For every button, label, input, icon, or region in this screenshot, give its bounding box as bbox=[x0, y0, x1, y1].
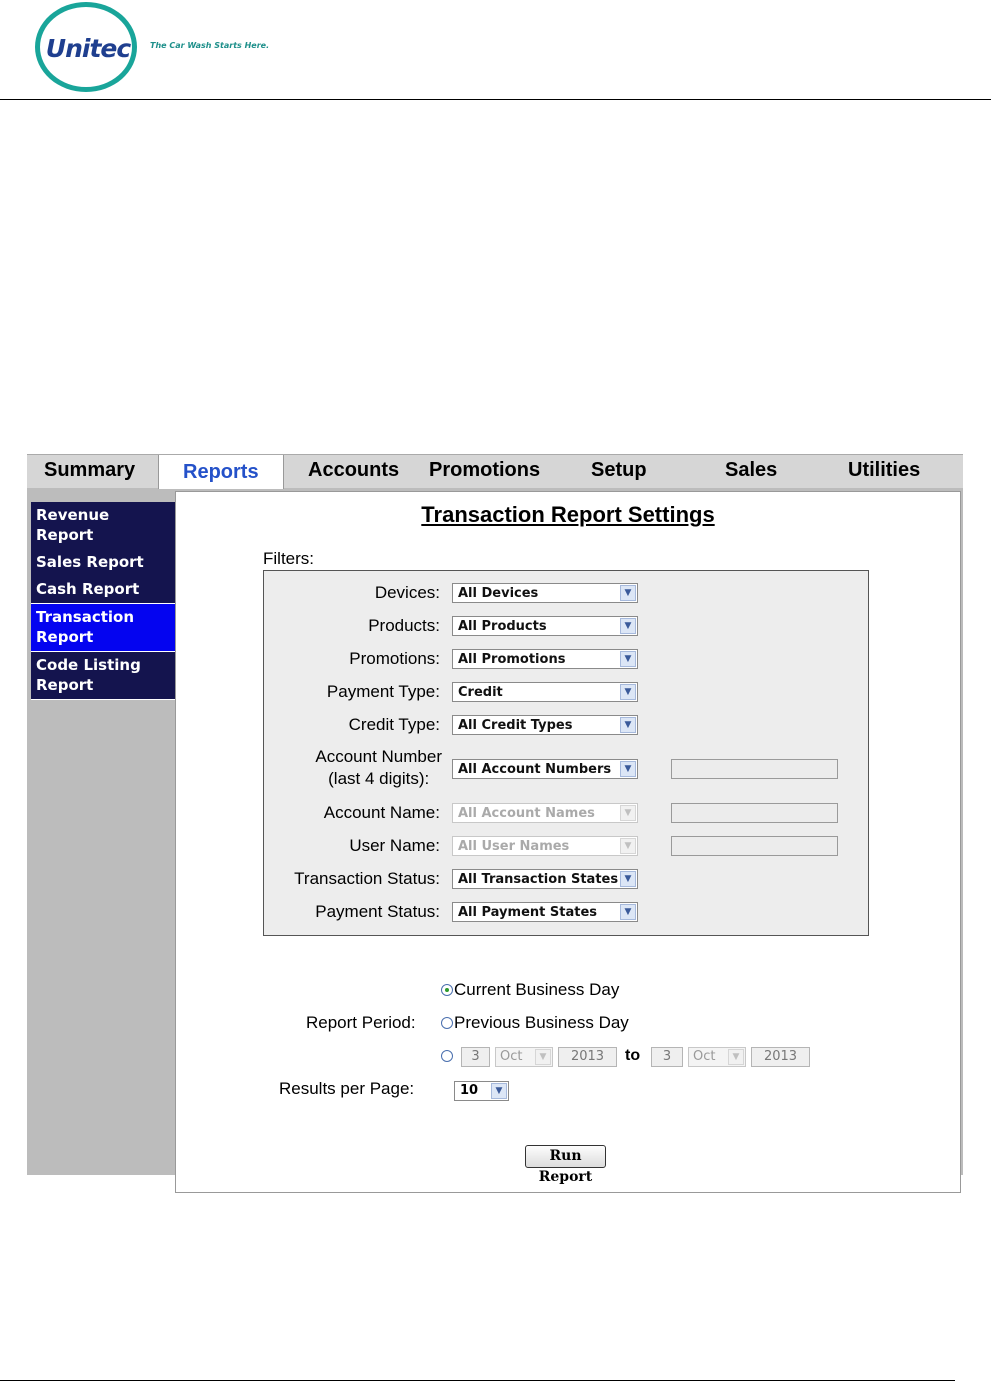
chevron-down-icon: ▼ bbox=[620, 684, 636, 700]
payment-type-label: Payment Type: bbox=[326, 682, 440, 701]
devices-value: All Devices bbox=[458, 586, 539, 601]
from-year-input[interactable]: 2013 bbox=[558, 1047, 617, 1067]
to-month-select[interactable] bbox=[688, 1047, 746, 1067]
chevron-down-icon: ▼ bbox=[620, 838, 636, 854]
chevron-down-icon: ▼ bbox=[491, 1083, 507, 1099]
account-number-label-line1: Account Number bbox=[315, 747, 442, 766]
account-number-label bbox=[315, 746, 442, 790]
chevron-down-icon: ▼ bbox=[620, 585, 636, 601]
radio-date-range[interactable] bbox=[441, 1050, 453, 1062]
footer-rule bbox=[0, 1380, 955, 1381]
user-name-value: All User Names bbox=[458, 839, 570, 854]
credit-type-value: All Credit Types bbox=[458, 718, 573, 733]
promotions-select[interactable] bbox=[452, 649, 638, 669]
run-report-button[interactable]: Run Report bbox=[525, 1145, 606, 1168]
promotions-label: Promotions: bbox=[349, 649, 440, 668]
tagline: The Car Wash Starts Here. bbox=[150, 41, 270, 50]
from-day-input[interactable]: 3 bbox=[461, 1047, 490, 1067]
chevron-down-icon: ▼ bbox=[728, 1049, 744, 1065]
unitec-logo bbox=[35, 2, 137, 92]
page-title: Transaction Report Settings bbox=[421, 502, 715, 527]
tab-summary[interactable]: Summary bbox=[44, 459, 136, 481]
chevron-down-icon: ▼ bbox=[620, 871, 636, 887]
payment-status-label: Payment Status: bbox=[315, 902, 440, 921]
promotions-value: All Promotions bbox=[458, 652, 566, 667]
sidebar-item-cash-report[interactable]: Cash Report bbox=[31, 576, 175, 603]
filter-row-credit-type bbox=[264, 714, 868, 738]
filter-row-payment-type bbox=[264, 681, 868, 705]
user-name-select[interactable] bbox=[452, 836, 638, 856]
products-label: Products: bbox=[368, 616, 440, 635]
logo-text: Unitec bbox=[45, 34, 131, 63]
filter-row-account-number bbox=[264, 747, 868, 788]
tab-sales[interactable]: Sales bbox=[725, 459, 778, 481]
user-name-label: User Name: bbox=[349, 836, 440, 855]
payment-status-select[interactable] bbox=[452, 902, 638, 922]
account-number-value: All Account Numbers bbox=[458, 762, 612, 777]
filter-row-devices bbox=[264, 582, 868, 606]
tab-setup[interactable]: Setup bbox=[591, 459, 647, 481]
sidebar-item-transaction-report[interactable]: Transaction Report bbox=[31, 603, 175, 652]
filters-box bbox=[263, 570, 869, 936]
account-number-label-line2: (last 4 digits): bbox=[328, 769, 430, 788]
filter-row-promotions bbox=[264, 648, 868, 672]
filters-label: Filters: bbox=[263, 549, 314, 568]
filter-row-user-name bbox=[264, 835, 868, 859]
chevron-down-icon: ▼ bbox=[620, 904, 636, 920]
app-window bbox=[27, 454, 963, 1185]
account-number-select[interactable] bbox=[452, 759, 638, 779]
header-rule bbox=[0, 99, 991, 100]
payment-type-select[interactable] bbox=[452, 682, 638, 702]
chevron-down-icon: ▼ bbox=[620, 618, 636, 634]
payment-type-value: Credit bbox=[458, 685, 503, 700]
account-number-input[interactable] bbox=[671, 759, 838, 779]
results-per-page-value: 10 bbox=[460, 1083, 479, 1098]
filter-row-products bbox=[264, 615, 868, 639]
results-per-page-select[interactable] bbox=[454, 1081, 509, 1101]
user-name-input[interactable] bbox=[671, 836, 838, 856]
tab-promotions[interactable]: Promotions bbox=[429, 459, 541, 481]
filter-row-transaction-status bbox=[264, 868, 868, 892]
payment-status-value: All Payment States bbox=[458, 905, 598, 920]
transaction-status-label: Transaction Status: bbox=[294, 869, 440, 888]
filter-row-payment-status bbox=[264, 901, 868, 925]
filter-row-account-name bbox=[264, 802, 868, 826]
sidebar-item-sales-report[interactable]: Sales Report bbox=[31, 549, 175, 576]
radio-previous-business-day[interactable] bbox=[441, 1017, 453, 1029]
account-name-value: All Account Names bbox=[458, 806, 595, 821]
to-label: to bbox=[625, 1047, 641, 1064]
tab-accounts[interactable]: Accounts bbox=[308, 459, 400, 481]
from-month-select[interactable] bbox=[495, 1047, 553, 1067]
radio-current-business-day[interactable] bbox=[441, 984, 453, 996]
chevron-down-icon: ▼ bbox=[620, 651, 636, 667]
products-select[interactable] bbox=[452, 616, 638, 636]
chevron-down-icon: ▼ bbox=[620, 761, 636, 777]
settings-panel bbox=[175, 491, 961, 1193]
transaction-status-select[interactable] bbox=[452, 869, 638, 889]
account-name-input[interactable] bbox=[671, 803, 838, 823]
current-business-day-label: Current Business Day bbox=[454, 980, 620, 999]
tab-reports[interactable]: Reports bbox=[158, 455, 284, 489]
results-per-page-label: Results per Page: bbox=[279, 1079, 415, 1098]
chevron-down-icon: ▼ bbox=[620, 717, 636, 733]
products-value: All Products bbox=[458, 619, 547, 634]
account-name-select[interactable] bbox=[452, 803, 638, 823]
previous-business-day-label: Previous Business Day bbox=[454, 1013, 629, 1032]
chevron-down-icon: ▼ bbox=[535, 1049, 551, 1065]
sidebar-item-revenue-report[interactable]: Revenue Report bbox=[31, 502, 175, 549]
credit-type-label: Credit Type: bbox=[348, 715, 440, 734]
devices-label: Devices: bbox=[374, 583, 440, 602]
credit-type-select[interactable] bbox=[452, 715, 638, 735]
to-month-value: Oct bbox=[693, 1049, 716, 1064]
from-month-value: Oct bbox=[500, 1049, 523, 1064]
to-year-input[interactable]: 2013 bbox=[751, 1047, 810, 1067]
sidebar bbox=[31, 502, 175, 700]
chevron-down-icon: ▼ bbox=[620, 805, 636, 821]
report-period-label: Report Period: bbox=[306, 1013, 416, 1032]
to-day-input[interactable]: 3 bbox=[651, 1047, 683, 1067]
main-tab-bar bbox=[27, 454, 963, 488]
devices-select[interactable] bbox=[452, 583, 638, 603]
tab-utilities[interactable]: Utilities bbox=[848, 459, 921, 481]
account-name-label: Account Name: bbox=[323, 803, 440, 822]
sidebar-item-code-listing-report[interactable]: Code Listing Report bbox=[31, 652, 175, 700]
transaction-status-value: All Transaction States bbox=[458, 872, 619, 887]
